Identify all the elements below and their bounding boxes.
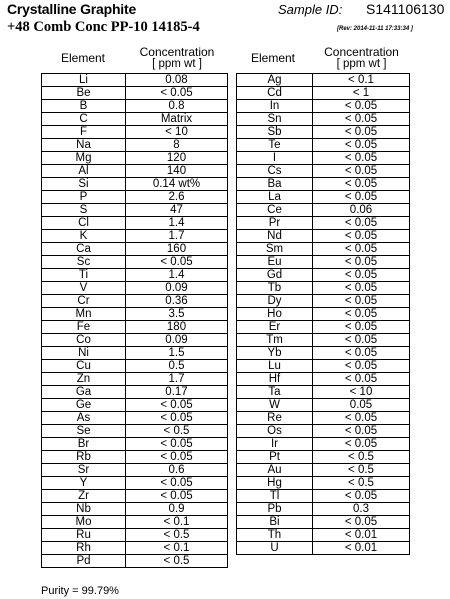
table-row	[42, 490, 228, 503]
element-cell: Se	[42, 425, 126, 438]
concentration-cell: < 0.05	[126, 451, 228, 464]
element-cell: S	[42, 204, 126, 217]
element-cell: Sn	[237, 113, 313, 126]
concentration-cell: < 0.1	[126, 516, 228, 529]
table-row	[42, 113, 228, 126]
concentration-cell: < 0.05	[313, 360, 410, 373]
concentration-cell: < 0.05	[313, 412, 410, 425]
table-row	[42, 347, 228, 360]
concentration-cell: < 0.5	[313, 477, 410, 490]
element-cell: Mn	[42, 308, 126, 321]
element-cell: Ce	[237, 204, 313, 217]
table-row	[237, 477, 410, 490]
table-row	[42, 529, 228, 542]
element-cell: Lu	[237, 360, 313, 373]
element-cell: Yb	[237, 347, 313, 360]
table-row	[42, 321, 228, 334]
element-cell: La	[237, 191, 313, 204]
concentration-cell: < 0.05	[313, 230, 410, 243]
concentration-cell: < 0.05	[126, 438, 228, 451]
table-row	[237, 217, 410, 230]
concentration-cell: < 0.05	[313, 321, 410, 334]
table-row	[42, 386, 228, 399]
concentration-cell: 180	[126, 321, 228, 334]
table-row	[42, 477, 228, 490]
table-row	[237, 113, 410, 126]
table-row	[237, 308, 410, 321]
element-cell: Ca	[42, 243, 126, 256]
table-row	[237, 347, 410, 360]
concentration-cell: < 0.05	[126, 477, 228, 490]
concentration-cell: < 0.05	[313, 113, 410, 126]
right-concentration-title: Concentration	[324, 45, 399, 59]
left-results-body	[42, 74, 228, 568]
element-cell: Tm	[237, 334, 313, 347]
table-row	[42, 191, 228, 204]
concentration-cell: < 0.05	[126, 490, 228, 503]
concentration-cell: 0.14 wt%	[126, 178, 228, 191]
table-row	[42, 451, 228, 464]
element-cell: Eu	[237, 256, 313, 269]
table-row	[42, 282, 228, 295]
element-cell: Nd	[237, 230, 313, 243]
concentration-cell: < 0.05	[313, 295, 410, 308]
table-row	[237, 282, 410, 295]
concentration-cell: < 0.05	[126, 412, 228, 425]
element-cell: Pr	[237, 217, 313, 230]
concentration-cell: < 0.05	[313, 269, 410, 282]
element-cell: U	[237, 542, 313, 555]
element-cell: Bi	[237, 516, 313, 529]
table-row	[42, 74, 228, 87]
element-cell: As	[42, 412, 126, 425]
table-row	[237, 230, 410, 243]
element-cell: Er	[237, 321, 313, 334]
left-element-header: Element	[60, 51, 106, 65]
element-cell: Zr	[42, 490, 126, 503]
table-row	[42, 555, 228, 568]
concentration-cell: 0.08	[126, 74, 228, 87]
element-cell: Mo	[42, 516, 126, 529]
element-cell: Zn	[42, 373, 126, 386]
element-cell: Pb	[237, 503, 313, 516]
concentration-cell: < 0.1	[126, 542, 228, 555]
concentration-cell: 47	[126, 204, 228, 217]
element-cell: P	[42, 191, 126, 204]
table-row	[42, 295, 228, 308]
table-row	[237, 74, 410, 87]
concentration-cell: < 0.05	[126, 256, 228, 269]
element-cell: Ni	[42, 347, 126, 360]
table-row	[237, 334, 410, 347]
left-concentration-header	[127, 46, 227, 70]
concentration-cell: 0.09	[126, 282, 228, 295]
element-cell: K	[42, 230, 126, 243]
table-row	[237, 438, 410, 451]
table-row	[42, 399, 228, 412]
table-row	[237, 100, 410, 113]
concentration-cell: 0.5	[126, 360, 228, 373]
revision-stamp: [Rev: 2014-11-11 17:33:34 ]	[337, 26, 413, 32]
element-cell: Ge	[42, 399, 126, 412]
table-row	[42, 256, 228, 269]
element-cell: Te	[237, 139, 313, 152]
element-cell: Rb	[42, 451, 126, 464]
table-row	[237, 360, 410, 373]
concentration-cell: 0.36	[126, 295, 228, 308]
table-row	[237, 165, 410, 178]
element-cell: Sm	[237, 243, 313, 256]
element-cell: Br	[42, 438, 126, 451]
table-row	[42, 542, 228, 555]
concentration-cell: 1.4	[126, 269, 228, 282]
sample-id-value: S141106130	[366, 1, 445, 17]
concentration-cell: 8	[126, 139, 228, 152]
table-row	[42, 269, 228, 282]
concentration-cell: < 0.1	[313, 74, 410, 87]
concentration-cell: 0.3	[313, 503, 410, 516]
table-row	[237, 126, 410, 139]
left-concentration-title: Concentration	[139, 45, 215, 59]
element-cell: Sr	[42, 464, 126, 477]
element-cell: Dy	[237, 295, 313, 308]
table-row	[237, 451, 410, 464]
concentration-cell: 3.5	[126, 308, 228, 321]
element-cell: Al	[42, 165, 126, 178]
concentration-cell: Matrix	[126, 113, 228, 126]
table-row	[237, 152, 410, 165]
concentration-cell: < 0.01	[313, 542, 410, 555]
concentration-cell: < 0.05	[313, 373, 410, 386]
element-cell: Ru	[42, 529, 126, 542]
table-row	[237, 178, 410, 191]
table-row	[237, 87, 410, 100]
element-cell: Ta	[237, 386, 313, 399]
right-results-table	[236, 73, 410, 555]
concentration-cell: < 0.05	[313, 152, 410, 165]
table-row	[42, 334, 228, 347]
table-row	[237, 425, 410, 438]
element-cell: Re	[237, 412, 313, 425]
right-concentration-unit: [ ppm wt ]	[336, 58, 387, 70]
table-row	[42, 217, 228, 230]
element-cell: In	[237, 100, 313, 113]
document-title: Crystalline Graphite	[7, 1, 137, 17]
concentration-cell: < 0.05	[313, 425, 410, 438]
table-row	[237, 139, 410, 152]
table-row	[42, 230, 228, 243]
table-row	[42, 425, 228, 438]
concentration-cell: < 0.05	[313, 243, 410, 256]
element-cell: Cs	[237, 165, 313, 178]
concentration-cell: < 10	[126, 126, 228, 139]
concentration-cell: < 0.5	[126, 425, 228, 438]
table-row	[237, 256, 410, 269]
concentration-cell: 0.06	[313, 204, 410, 217]
concentration-cell: < 0.05	[313, 126, 410, 139]
element-cell: Pt	[237, 451, 313, 464]
element-cell: Th	[237, 529, 313, 542]
right-concentration-header	[314, 46, 409, 70]
element-cell: C	[42, 113, 126, 126]
element-cell: Hf	[237, 373, 313, 386]
concentration-cell: 1.5	[126, 347, 228, 360]
left-results-table	[41, 73, 228, 568]
concentration-cell: < 0.05	[313, 178, 410, 191]
table-row	[237, 412, 410, 425]
element-cell: V	[42, 282, 126, 295]
table-row	[237, 516, 410, 529]
concentration-cell: 0.6	[126, 464, 228, 477]
table-row	[42, 516, 228, 529]
table-row	[237, 464, 410, 477]
right-results-body	[237, 74, 410, 555]
table-row	[237, 490, 410, 503]
element-cell: Cu	[42, 360, 126, 373]
element-cell: Hg	[237, 477, 313, 490]
concentration-cell: < 0.01	[313, 529, 410, 542]
element-cell: Si	[42, 178, 126, 191]
table-row	[42, 360, 228, 373]
concentration-cell: 140	[126, 165, 228, 178]
concentration-cell: 1.7	[126, 373, 228, 386]
element-cell: Cr	[42, 295, 126, 308]
element-cell: Ga	[42, 386, 126, 399]
concentration-cell: 0.8	[126, 100, 228, 113]
table-row	[42, 139, 228, 152]
concentration-cell: < 0.05	[313, 217, 410, 230]
table-row	[42, 308, 228, 321]
concentration-cell: < 0.05	[313, 308, 410, 321]
concentration-cell: < 10	[313, 386, 410, 399]
element-cell: Os	[237, 425, 313, 438]
concentration-cell: < 0.05	[313, 282, 410, 295]
element-cell: Co	[42, 334, 126, 347]
concentration-cell: 1.4	[126, 217, 228, 230]
concentration-cell: 2.6	[126, 191, 228, 204]
table-row	[237, 503, 410, 516]
sample-id-label: Sample ID:	[278, 2, 343, 17]
concentration-cell: < 1	[313, 87, 410, 100]
concentration-cell: 0.05	[313, 399, 410, 412]
concentration-cell: < 0.5	[313, 451, 410, 464]
element-cell: Au	[237, 464, 313, 477]
element-cell: Ag	[237, 74, 313, 87]
concentration-cell: < 0.05	[313, 334, 410, 347]
element-cell: Be	[42, 87, 126, 100]
concentration-cell: < 0.5	[313, 464, 410, 477]
table-row	[237, 386, 410, 399]
concentration-cell: 0.9	[126, 503, 228, 516]
element-cell: W	[237, 399, 313, 412]
concentration-cell: < 0.05	[313, 438, 410, 451]
table-row	[237, 321, 410, 334]
table-row	[237, 243, 410, 256]
concentration-cell: < 0.05	[313, 191, 410, 204]
table-row	[42, 204, 228, 217]
concentration-cell: 160	[126, 243, 228, 256]
concentration-cell: < 0.05	[313, 347, 410, 360]
concentration-cell: 0.09	[126, 334, 228, 347]
table-row	[237, 373, 410, 386]
concentration-cell: < 0.05	[313, 256, 410, 269]
element-cell: Rh	[42, 542, 126, 555]
concentration-cell: < 0.5	[126, 529, 228, 542]
table-row	[42, 438, 228, 451]
right-element-header: Element	[250, 51, 296, 65]
element-cell: Na	[42, 139, 126, 152]
table-row	[42, 243, 228, 256]
table-row	[237, 529, 410, 542]
table-row	[237, 204, 410, 217]
concentration-cell: < 0.05	[313, 100, 410, 113]
element-cell: Tl	[237, 490, 313, 503]
table-row	[42, 126, 228, 139]
element-cell: Li	[42, 74, 126, 87]
concentration-cell: < 0.05	[126, 87, 228, 100]
table-row	[42, 87, 228, 100]
table-row	[237, 399, 410, 412]
element-cell: Pd	[42, 555, 126, 568]
concentration-cell: < 0.05	[313, 490, 410, 503]
concentration-cell: < 0.05	[313, 139, 410, 152]
table-row	[42, 100, 228, 113]
left-concentration-unit: [ ppm wt ]	[152, 58, 202, 70]
concentration-cell: 0.17	[126, 386, 228, 399]
concentration-cell: 1.7	[126, 230, 228, 243]
table-row	[237, 269, 410, 282]
element-cell: Nb	[42, 503, 126, 516]
element-cell: Mg	[42, 152, 126, 165]
table-row	[237, 542, 410, 555]
document-subtitle: +48 Comb Conc PP-10 14185-4	[7, 19, 200, 35]
element-cell: Sb	[237, 126, 313, 139]
purity-summary: Purity = 99.79%	[41, 585, 119, 597]
element-cell: I	[237, 152, 313, 165]
element-cell: Ir	[237, 438, 313, 451]
table-row	[237, 295, 410, 308]
element-cell: Ba	[237, 178, 313, 191]
concentration-cell: < 0.05	[313, 165, 410, 178]
concentration-cell: 120	[126, 152, 228, 165]
element-cell: Cl	[42, 217, 126, 230]
table-row	[42, 165, 228, 178]
element-cell: Ho	[237, 308, 313, 321]
concentration-cell: < 0.05	[313, 516, 410, 529]
element-cell: F	[42, 126, 126, 139]
element-cell: Sc	[42, 256, 126, 269]
table-row	[42, 373, 228, 386]
table-row	[237, 191, 410, 204]
element-cell: B	[42, 100, 126, 113]
concentration-cell: < 0.05	[126, 399, 228, 412]
element-cell: Gd	[237, 269, 313, 282]
element-cell: Y	[42, 477, 126, 490]
table-row	[42, 178, 228, 191]
element-cell: Fe	[42, 321, 126, 334]
element-cell: Cd	[237, 87, 313, 100]
table-row	[42, 503, 228, 516]
table-row	[42, 412, 228, 425]
table-row	[42, 152, 228, 165]
concentration-cell: < 0.5	[126, 555, 228, 568]
element-cell: Tb	[237, 282, 313, 295]
element-cell: Ti	[42, 269, 126, 282]
table-row	[42, 464, 228, 477]
